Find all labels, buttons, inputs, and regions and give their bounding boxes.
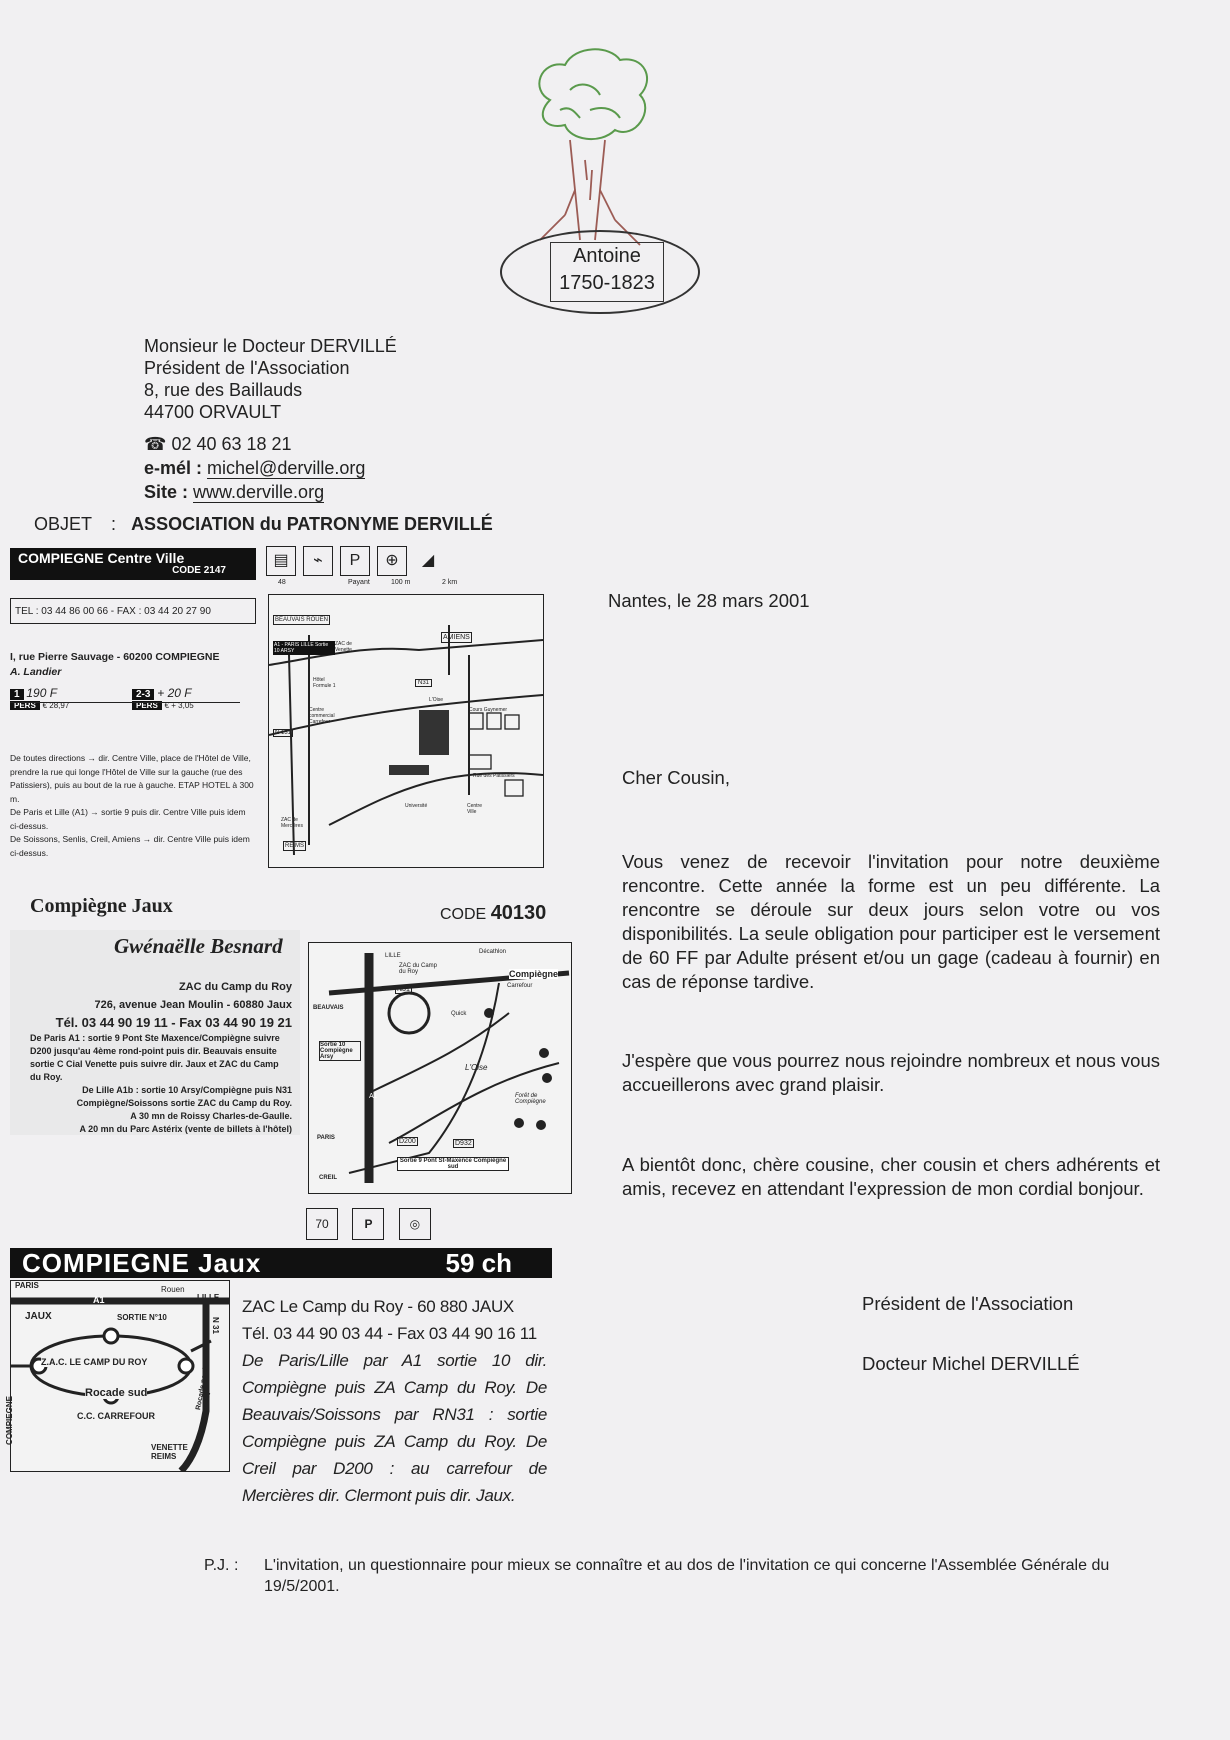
hotel2-code [440, 902, 546, 925]
subject-value: ASSOCIATION du PATRONYME DERVILLÉ [131, 514, 493, 534]
sender-contact [144, 432, 365, 504]
direction-text: De Soissons, Senlis, Creil, Amiens → dir. Centre Ville puis idem ci-dessus. [10, 834, 250, 858]
map-label: N31 [397, 986, 410, 993]
icon-label: 48 [278, 579, 286, 586]
map-label: N 31 [210, 1317, 220, 1334]
price2-euro: € + 3,05 [164, 701, 194, 710]
pers-label: PERS [10, 701, 40, 710]
hotel2-name: Gwénaëlle Besnard [114, 934, 283, 958]
map-label: BEAUVAIS [313, 1005, 344, 1011]
hotel2-line: De Lille A1b : sortie 10 Arsy/Compiègne puis N31 Compiègne/Soissons sortie ZAC du Camp du Roy. [76, 1085, 292, 1108]
map-label: VENETTE REIMS [151, 1443, 188, 1461]
subject-line [34, 514, 493, 535]
map-label: C.C. CARREFOUR [77, 1411, 155, 1421]
map-label: A1 [93, 1295, 105, 1305]
hotel3-directions: De Paris/Lille par A1 sortie 10 dir. Compiègne puis ZA Camp du Roy. De Beauvais/Soissons par RN31 : sortie Compiègne puis ZA Camp du Roy. De Creil par D200 : au carrefour de Mercières dir. Clermont puis dir. Jaux. [242, 1351, 547, 1505]
map-label: L'Oise [465, 1063, 488, 1072]
hotel2-text [20, 958, 292, 1136]
price1-badge: 1 [10, 689, 24, 700]
price1-value: 190 F [26, 686, 58, 700]
map-label: Décathlon [479, 949, 507, 955]
map-label: CREIL [319, 1175, 337, 1181]
direction-text: De Paris et Lille (A1) → sortie 9 puis dir. Centre Ville puis idem ci-dessus. [10, 807, 246, 831]
map-label: Sortie 10 Compiègne Arsy [319, 1041, 361, 1061]
phone-row [144, 432, 365, 456]
map-label: Centre commercial Carrefour [309, 707, 335, 725]
bed-icon: ▤ [266, 546, 296, 576]
email-link[interactable]: michel@derville.org [207, 458, 366, 478]
icon-label: Payant [348, 579, 370, 586]
map-label: A1 - PARIS LILLE Sortie 10 ARSY [273, 641, 335, 655]
phone-icon: 70 [306, 1208, 338, 1240]
price-single [10, 686, 69, 711]
parking-icon: P [340, 546, 370, 576]
map-roads [309, 943, 571, 1193]
phone-icon: ☎ [144, 434, 167, 454]
logo-label [550, 242, 664, 302]
email-row [144, 456, 365, 480]
letter-paragraph: J'espère que vous pourrez nous rejoindre nombreux et nous vous accueillerons avec grand plaisir. [622, 1050, 1160, 1095]
hotel1-manager: A. Landier [10, 666, 62, 678]
hotel2-line: Tél. 03 44 90 19 11 - Fax 03 44 90 19 21 [55, 1015, 292, 1030]
hotel2-line: A 20 mn du Parc Astérix (vente de billets à l'hôtel) [79, 1124, 292, 1134]
signature-title: Président de l'Association [862, 1293, 1074, 1314]
hotel1-directions [10, 752, 256, 860]
site-link[interactable]: www.derville.org [193, 482, 325, 502]
letter-paragraph: Vous venez de recevoir l'invitation pour notre deuxième rencontre. Cette année la forme est un peu différente. La rencontre se déroule sur deux jours selon votre ou vos disponibilités. La seule obligation pour participer est le versement de 60 FF par Adulte présent et/ou un gage (cadeau à fournir) en cas de réponse tardive. [622, 851, 1160, 992]
letter-paragraph: A bientôt donc, chère cousine, cher cousin et chers adhérents et amis, recevez en attendant l'expression de mon cordial bonjour. [622, 1154, 1160, 1199]
hotel3-address: ZAC Le Camp du Roy - 60 880 JAUX [242, 1297, 514, 1316]
hotel1-code: CODE 2147 [172, 565, 226, 576]
logo-name: Antoine [573, 245, 641, 267]
price-divider [10, 702, 240, 703]
map-label: Centre Ville [467, 803, 483, 815]
hotel3-header [10, 1248, 552, 1278]
hotel1-address [10, 650, 220, 680]
price-extra [132, 686, 194, 711]
map-label: D200 [399, 1138, 416, 1145]
hotel2-line: A 30 mn de Roissy Charles-de-Gaulle. [130, 1111, 292, 1121]
map-label: LILLE [385, 953, 401, 959]
map-label: Sortie 9 Pont St-Maxence Compiègne sud [397, 1157, 509, 1171]
sender-line: Monsieur le Docteur DERVILLÉ [144, 336, 397, 356]
map-label: JAUX [25, 1311, 52, 1322]
icon-label: 100 m [391, 579, 411, 586]
map-label: Rocade sud [85, 1387, 148, 1399]
distance-icon: ◢ [421, 552, 435, 569]
map-label: AMIENS [443, 634, 470, 641]
subject-label: OBJET [34, 514, 93, 534]
hotel2-line: 726, avenue Jean Moulin - 60880 Jaux [94, 999, 292, 1011]
direction-text: De toutes directions → dir. Centre Ville, place de l'Hôtel de Ville, prendre la rue qui longe l'Hôtel de Ville sur la gauche (rue des Patissiers), puis au bout de la rue à gauche. ETAP HOTEL à 300 m. [10, 753, 254, 804]
price2-badge: 2-3 [132, 689, 154, 700]
letter-date: Nantes, le 28 mars 2001 [608, 590, 810, 611]
hotel1-street: I, rue Pierre Sauvage - 60200 COMPIEGNE [10, 651, 220, 663]
tree-logo [520, 40, 670, 250]
sender-line: 44700 ORVAULT [144, 402, 282, 422]
map-label: SORTIE N°10 [117, 1313, 167, 1322]
map-label: Hôtel Formule 1 [313, 677, 336, 689]
map-label: PARIS [317, 1135, 335, 1141]
map-label: Rocade nord-ouest [195, 1364, 213, 1412]
map-roads [11, 1281, 229, 1471]
hotel3-text [242, 1293, 547, 1509]
map-label: LILLE [197, 1293, 220, 1302]
site-label: Site : [144, 482, 189, 502]
map-label: REIMS [285, 843, 305, 849]
hotel3-name: COMPIEGNE Jaux [22, 1248, 262, 1278]
phone-number: 02 40 63 18 21 [171, 434, 292, 454]
map-label: Rouen [161, 1285, 185, 1294]
hotel2-icons [306, 1208, 431, 1240]
map-label: Z.A.C. LE CAMP DU ROY [41, 1357, 148, 1367]
hotel1-map [268, 594, 544, 868]
attachments-label: P.J. : [204, 1557, 239, 1574]
signature-name: Docteur Michel DERVILLÉ [862, 1353, 1080, 1374]
price2-value: + 20 F [157, 686, 192, 700]
hotel1-header [10, 548, 256, 580]
email-label: e-mél : [144, 458, 203, 478]
hotel2-line: De Paris A1 : sortie 9 Pont Ste Maxence/Compiègne suivre D200 jusqu'au 4ème rond-point puis dir. Beauvais ensuite sortie C Cial Venette puis suivre dir. Jaux et ZAC du Camp du Roy. [30, 1033, 280, 1082]
map-label: N 131 [275, 730, 292, 736]
view-icon: ◎ [399, 1208, 431, 1240]
map-label: A1 [369, 1093, 378, 1100]
map-label: Rue des Patissiers [473, 773, 515, 779]
sender-line: Président de l'Association [144, 358, 350, 378]
sender-address [144, 335, 397, 423]
map-label: COMPIEGNE [4, 1396, 14, 1445]
subject-separator: : [111, 514, 117, 534]
map-label: Quick [451, 1011, 467, 1017]
map-label: Université [405, 803, 428, 809]
map-label: PARIS [15, 1281, 39, 1290]
map-label: Compiègne [509, 969, 559, 979]
letter-greeting: Cher Cousin, [622, 767, 730, 788]
map-label: D932 [455, 1140, 472, 1147]
map-label: N31 [415, 679, 432, 687]
map-label: L'Oise [429, 697, 444, 703]
map-label: Forêt de Compiègne [515, 1093, 546, 1105]
icon-label: 2 km [442, 579, 458, 586]
code-value: 40130 [490, 902, 547, 924]
hotel3-tel: Tél. 03 44 90 03 44 - Fax 03 44 90 16 11 [242, 1324, 537, 1343]
hotel1-tel: TEL : 03 44 86 00 66 - FAX : 03 44 20 27 90 [10, 598, 256, 624]
map-label: Carrefour [507, 983, 533, 989]
hotel2-line: ZAC du Camp du Roy [178, 981, 292, 993]
logo-years: 1750-1823 [559, 272, 655, 294]
sender-line: 8, rue des Baillauds [144, 380, 303, 400]
map-label: ZAC de Venette [335, 641, 352, 653]
code-label: CODE [440, 906, 487, 923]
hotel1-name: COMPIEGNE Centre Ville [18, 550, 185, 566]
pers-label: PERS [132, 701, 162, 710]
hotel2-title: Compiègne Jaux [30, 895, 173, 917]
restaurant-icon: ⊕ [377, 546, 407, 576]
map-label: Cours Guynemer [469, 707, 508, 713]
attachments [204, 1555, 1174, 1597]
attachments-text: L'invitation, un questionnaire pour mieux se connaître et au dos de l'invitation ce qui concerne l'Assemblée Générale du 19/5/2001. [264, 1557, 1110, 1595]
hotel3-map [4, 1280, 230, 1472]
parking-icon: P [352, 1208, 384, 1240]
satellite-icon: ⌁ [303, 546, 333, 576]
hotel1-icons [266, 546, 449, 576]
site-row [144, 480, 365, 504]
hotel3-rooms: 59 ch [445, 1248, 512, 1278]
map-label: ZAC du Camp du Roy [399, 963, 438, 975]
map-label: ZAC de Mercières [281, 817, 303, 829]
map-label: BEAUVAIS ROUEN [275, 617, 328, 623]
price1-euro: € 28,97 [42, 701, 70, 710]
hotel2-map [308, 942, 572, 1194]
